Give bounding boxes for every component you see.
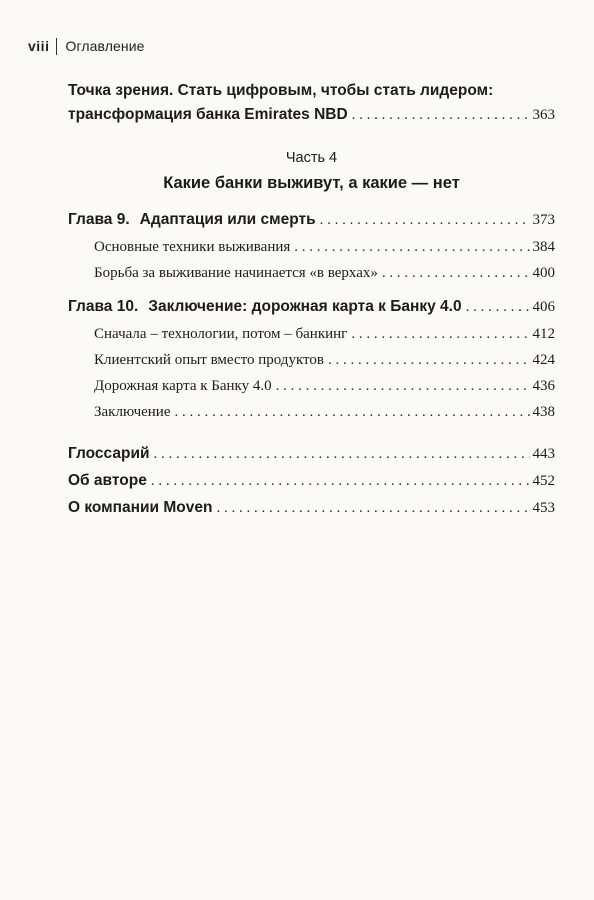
page-number: 438: [532, 404, 555, 420]
section-title: Борьба за выживание начинается «в верхах»: [94, 265, 378, 281]
page-number: 400: [532, 265, 555, 281]
backmatter-title: О компании Moven: [68, 499, 213, 516]
part-label: Часть 4: [285, 150, 338, 166]
section-title: Основные техники выживания: [94, 239, 291, 255]
toc-entry-section[interactable]: [94, 323, 555, 345]
dot-leader: [382, 262, 530, 284]
page-number: 453: [532, 500, 555, 516]
header-page-number: viii: [28, 38, 50, 54]
page-number: 424: [532, 352, 555, 368]
toc-entry-section[interactable]: [94, 401, 555, 423]
header-section-title: Оглавление: [65, 38, 145, 54]
toc-entry-chapter-9[interactable]: [68, 209, 555, 231]
dot-leader: [175, 401, 530, 423]
section-title: Клиентский опыт вместо продуктов: [94, 352, 324, 368]
running-head: [28, 37, 145, 55]
chapter-number: Глава 9.: [68, 211, 130, 228]
page-number: 384: [532, 239, 555, 255]
toc-entry-about-author[interactable]: [68, 470, 555, 492]
page-number: 406: [532, 299, 555, 315]
toc-entry-section[interactable]: [94, 236, 555, 258]
toc-entry-section[interactable]: [94, 262, 555, 284]
section-title: Заключение: [94, 404, 171, 420]
section-title: Дорожная карта к Банку 4.0: [94, 378, 272, 394]
page-number: 436: [532, 378, 555, 394]
dot-leader: [320, 209, 530, 231]
viewpoint-title-line2: трансформация банка Emirates NBD: [68, 106, 348, 123]
page-number: 452: [532, 473, 555, 489]
toc-entry-chapter-10[interactable]: [68, 296, 555, 318]
header-divider: [56, 38, 57, 55]
page-number: 363: [532, 107, 555, 123]
toc-entry-about-moven[interactable]: [68, 497, 555, 519]
dot-leader: [466, 296, 530, 318]
part-title: Какие банки выживут, а какие — нет: [163, 174, 460, 192]
dot-leader: [154, 443, 530, 465]
dot-leader: [151, 470, 530, 492]
chapter-heading: [68, 296, 462, 318]
viewpoint-title-line1: Точка зрения. Стать цифровым, чтобы стать лидером:: [68, 82, 494, 99]
toc-entry-section[interactable]: [94, 349, 555, 371]
dot-leader: [294, 236, 529, 258]
dot-leader: [276, 375, 530, 397]
dot-leader: [352, 104, 530, 126]
page-number: 412: [532, 326, 555, 342]
page-number: 373: [532, 212, 555, 228]
chapter-heading: [68, 209, 316, 231]
chapter-title: Заключение: дорожная карта к Банку 4.0: [148, 298, 462, 315]
backmatter-title: Глоссарий: [68, 445, 150, 462]
dot-leader: [216, 497, 529, 519]
dot-leader: [328, 349, 530, 371]
chapter-number: Глава 10.: [68, 298, 139, 315]
chapter-title: Адаптация или смерть: [139, 211, 316, 228]
section-title: Сначала – технологии, потом – банкинг: [94, 326, 348, 342]
toc-entry-glossary[interactable]: [68, 443, 555, 465]
backmatter-title: Об авторе: [68, 472, 147, 489]
toc-entry-section[interactable]: [94, 375, 555, 397]
page-number: 443: [532, 446, 555, 462]
dot-leader: [351, 323, 529, 345]
toc-entry-viewpoint[interactable]: [68, 104, 555, 126]
